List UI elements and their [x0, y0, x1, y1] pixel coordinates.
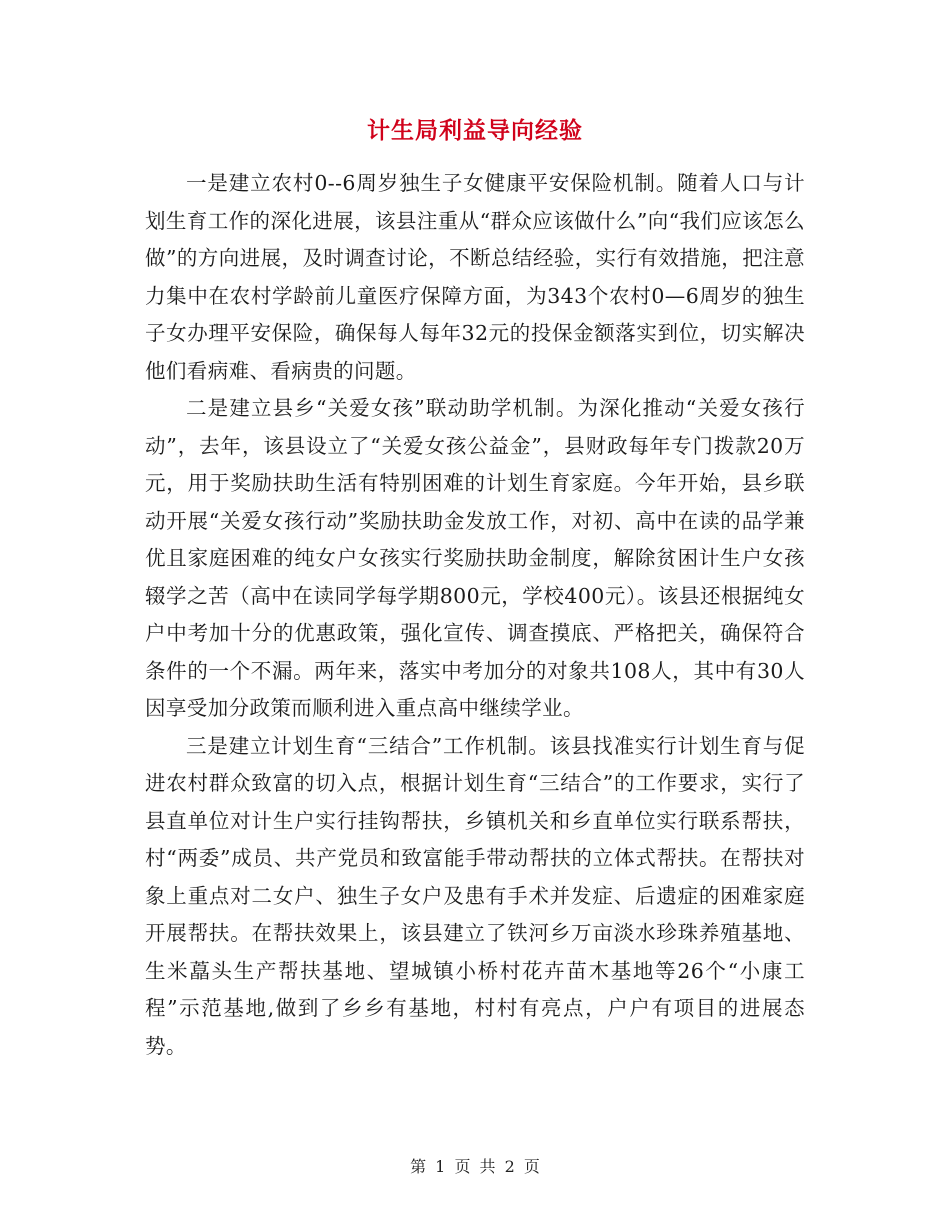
document-body: [145, 165, 805, 1065]
document-title: 计生局利益导向经验: [367, 118, 583, 144]
page-footer: 第 1 页 共 2 页: [410, 1157, 540, 1176]
paragraph-1: 一是建立农村0--6周岁独生子女健康平安保险机制。随着人口与计划生育工作的深化进展，该县注重从“群众应该做什么”向“我们应该怎么做”的方向进展，及时调查讨论，不断总结经验，实行有效措施，把注意力集中在农村学龄前儿童医疗保障方面，为343个农村0—6周岁的独生子女办理平安保险，确保每人每年32元的投保金额落实到位，切实解决他们看病难、看病贵的问题。: [145, 171, 805, 383]
paragraph-2: 二是建立县乡“关爱女孩”联动助学机制。为深化推动“关爱女孩行动”，去年，该县设立了“关爱女孩公益金”，县财政每年专门拨款20万元，用于奖励扶助生活有特别困难的计划生育家庭。今年开始，县乡联动开展“关爱女孩行动”奖励扶助金发放工作，对初、高中在读的品学兼优且家庭困难的纯女户女孩实行奖励扶助金制度，解除贫困计生户女孩辍学之苦（高中在读同学每学期800元，学校400元）。该县还根据纯女户中考加十分的优惠政策，强化宣传、调查摸底、严格把关，确保符合条件的一个不漏。两年来，落实中考加分的对象共108人，其中有30人因享受加分政策而顺利进入重点高中继续学业。: [145, 396, 805, 720]
paragraph-3: 三是建立计划生育“三结合”工作机制。该县找准实行计划生育与促进农村群众致富的切入点，根据计划生育“三结合”的工作要求，实行了县直单位对计生户实行挂钩帮扶，乡镇机关和乡直单位实行联系帮扶，村“两委”成员、共产党员和致富能手带动帮扶的立体式帮扶。在帮扶对象上重点对二女户、独生子女户及患有手术并发症、后遗症的困难家庭开展帮扶。在帮扶效果上，该县建立了铁河乡万亩淡水珍珠养殖基地、生米藠头生产帮扶基地、望城镇小桥村花卉苗木基地等26个“小康工程”示范基地,做到了乡乡有基地，村村有亮点，户户有项目的进展态势。: [145, 733, 805, 1058]
